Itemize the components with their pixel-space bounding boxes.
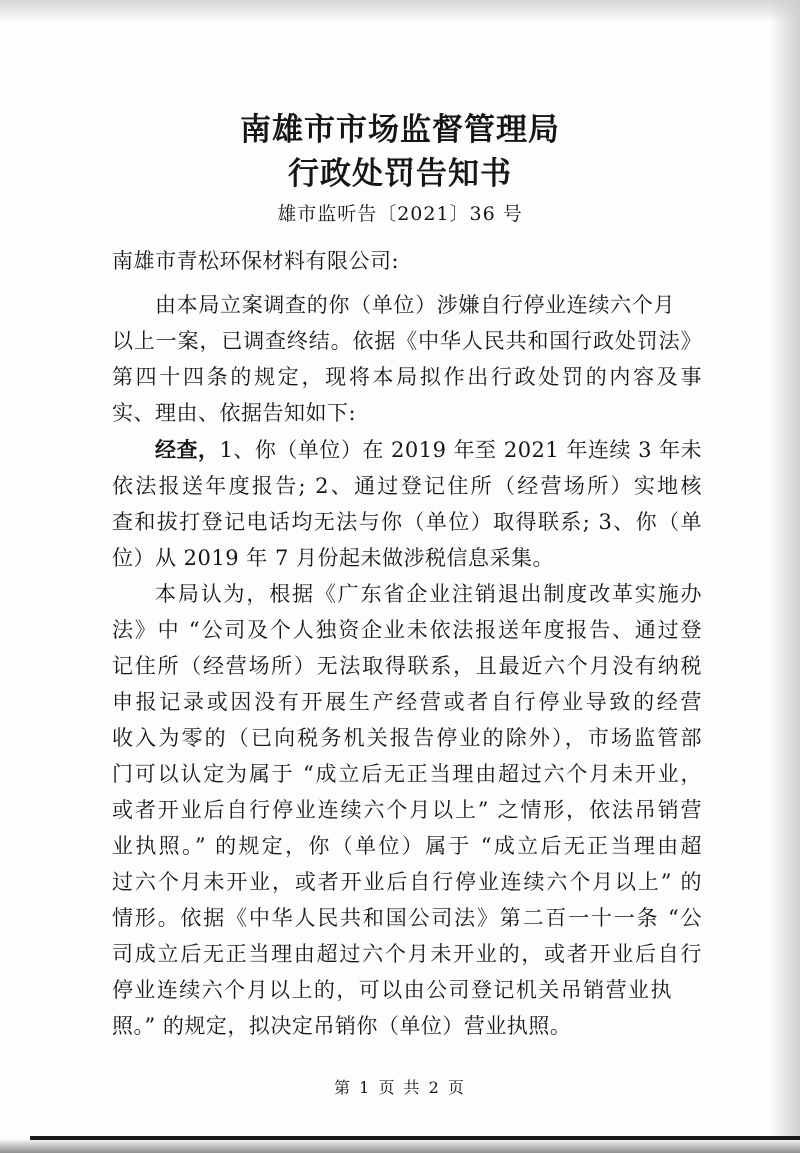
page-footer: 第 1 页 共 2 页	[334, 1078, 466, 1097]
body-line: 照。” 的规定，拟决定吊销你（单位）营业执照。	[112, 1014, 572, 1038]
body-line-findings	[155, 434, 702, 464]
body-line: 记住所（经营场所）无法取得联系，且最近六个月没有纳税	[112, 654, 702, 678]
body-line: 以上一案，已调查终结。依据《中华人民共和国行政处罚法》	[112, 329, 702, 353]
body-line: 第四十四条的规定，现将本局拟作出行政处罚的内容及事	[112, 365, 702, 389]
agency-title: 南雄市市场监督管理局	[240, 112, 560, 148]
body-line: 门可以认定为属于 “成立后无正当理由超过六个月未开业，	[112, 762, 702, 786]
body-line: 收入为零的（已向税务机关报告停业的除外），市场监管部	[112, 726, 702, 750]
body-line: 申报记录或因没有开展生产经营或者自行停业导致的经营	[112, 690, 702, 714]
body-line: 由本局立案调查的你（单位）涉嫌自行停业连续六个月	[155, 293, 675, 317]
body-line: 或者开业后自行停业连续六个月以上” 之情形，依法吊销营	[112, 798, 702, 822]
scan-edge-shadow	[0, 1140, 800, 1153]
body-line: 法》中 “公司及个人独资企业未依法报送年度报告、通过登	[112, 618, 702, 642]
body-line: 司成立后无正当理由超过六个月未开业的，或者开业后自行	[112, 942, 702, 966]
findings-text: 1、你（单位）在 2019 年至 2021 年连续 3 年未	[219, 438, 703, 462]
addressee: 南雄市青松环保材料有限公司:	[112, 249, 400, 273]
document-number: 雄市监听告〔2021〕36 号	[277, 203, 523, 225]
body-line: 本局认为，根据《广东省企业注销退出制度改革实施办	[155, 582, 702, 606]
body-line: 查和拔打登记电话均无法与你（单位）取得联系; 3、你（单	[112, 510, 702, 534]
scan-shadow-top	[0, 0, 800, 22]
findings-label: 经查，	[155, 437, 220, 462]
body-line: 业执照。” 的规定，你（单位）属于 “成立后无正当理由超	[112, 834, 702, 858]
body-line: 依法报送年度报告; 2、通过登记住所（经营场所）实地核	[112, 474, 702, 498]
body-line: 过六个月未开业，或者开业后自行停业连续六个月以上” 的	[112, 870, 702, 894]
body-line: 情形。依据《中华人民共和国公司法》第二百一十一条 “公	[112, 906, 702, 930]
body-line: 停业连续六个月以上的，可以由公司登记机关吊销营业执	[112, 978, 672, 1002]
body-line: 位）从 2019 年 7 月份起未做涉税信息采集。	[112, 546, 555, 570]
document-title: 行政处罚告知书	[288, 156, 512, 192]
body-line: 实、理由、依据告知如下:	[112, 401, 357, 425]
